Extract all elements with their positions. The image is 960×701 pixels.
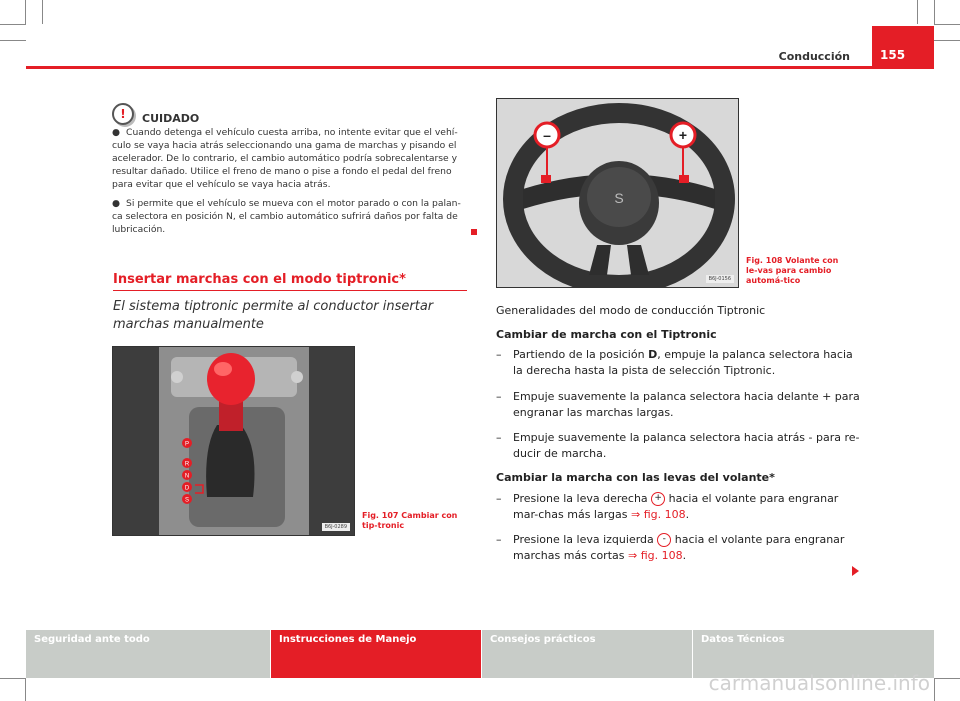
gear-label-s: S (184, 497, 190, 504)
list-text: Partiendo de la posición (513, 348, 649, 361)
crop-mark (25, 0, 26, 24)
list-text: . (685, 508, 690, 521)
crop-mark (934, 40, 960, 41)
crop-mark (934, 24, 960, 25)
watermark: carmanualsonline.info (708, 671, 930, 695)
plus-key-icon: + (651, 492, 665, 506)
section-name: Conducción (778, 50, 850, 63)
gear-label-p: P (184, 441, 190, 448)
footer-tab-tips[interactable]: Consejos prácticos (482, 630, 692, 678)
header-rule (26, 66, 934, 69)
list-item (496, 389, 862, 421)
gear-label-d: D (184, 485, 190, 492)
footer-tab-technical[interactable]: Datos Técnicos (693, 630, 934, 678)
gear-label-r: R (184, 461, 190, 468)
dash-icon: – (496, 390, 502, 403)
end-of-section-icon (471, 229, 477, 235)
page-number: 155 (872, 26, 934, 66)
dash-icon: – (496, 431, 502, 444)
minus-key-icon: - (657, 533, 671, 547)
crop-mark (42, 0, 43, 24)
warning-body (112, 126, 464, 242)
gear-selector-illustration (113, 347, 354, 535)
intro-text: Generalidades del modo de conducción Tiptronic (496, 304, 766, 317)
crop-mark (934, 678, 960, 679)
crop-mark (0, 678, 26, 679)
list-text: Presione la leva izquierda (513, 533, 658, 546)
list-text: , empuje la palanca selectora hacia la derecha hasta la pista de selección Tiptronic. (513, 348, 853, 377)
list-item (496, 347, 862, 379)
section-rule (113, 290, 467, 291)
steering-wheel-illustration (497, 99, 738, 287)
list-text: Presione la leva derecha (513, 492, 652, 505)
crop-mark (0, 24, 26, 25)
figure-108-link[interactable]: ⇒ fig. 108 (628, 549, 683, 562)
list-item (496, 491, 862, 523)
section-title: Insertar marchas con el modo tiptronic* (113, 272, 406, 287)
list-text: hacia el volante para engranar mar-chas más largas (513, 492, 839, 521)
figure-code: B6J-0156 (706, 275, 734, 283)
warning-title: CUIDADO (142, 112, 200, 125)
figure-108 (496, 98, 739, 288)
crop-mark (934, 0, 935, 24)
dash-icon: – (496, 533, 502, 546)
warning-header (112, 102, 199, 125)
list-item (496, 430, 862, 462)
subheading-paddles: Cambiar la marcha con las levas del volante* (496, 471, 775, 484)
crop-mark (917, 0, 918, 24)
footer-tab-operating[interactable]: Instrucciones de Manejo (271, 630, 481, 678)
bullet-icon: ● (112, 198, 121, 209)
figure-107 (112, 346, 355, 536)
crop-mark (934, 678, 935, 701)
minus-paddle-label: – (543, 127, 551, 143)
warning-item-text: Cuando detenga el vehículo cuesta arriba, no intente evitar que el vehí-culo se vaya hacia atrás seleccionando una gama de marchas y pisando el acelerador. De lo contrario, el cambio automático podría sobrecalentarse y resultar dañado. Utilice el freno de mano o pise a fondo el pedal del freno para evitar que el vehículo se vaya hacia atrás. (112, 127, 458, 190)
warning-item-text: Si permite que el vehículo se mueva con el motor parado o con la palan-ca selectora en posición N, el cambio automático sufrirá daños por falta de lubricación. (112, 198, 461, 235)
list-text: . (682, 549, 687, 562)
bullet-icon: ● (112, 127, 121, 138)
figure-108-caption: Fig. 108 Volante con le-vas para cambio automá-tico (746, 256, 839, 285)
figure-107-caption: Fig. 107 Cambiar con tip-tronic (362, 511, 458, 530)
figure-108-link[interactable]: ⇒ fig. 108 (631, 508, 686, 521)
dash-icon: – (496, 348, 502, 361)
warning-item (112, 197, 464, 236)
exclamation-icon: ! (112, 103, 134, 125)
dash-icon: – (496, 492, 502, 505)
footer-tab-safety[interactable]: Seguridad ante todo (26, 630, 270, 678)
list-text: hacia el volante para engranar marchas más cortas (513, 533, 845, 562)
list-text: Empuje suavemente la palanca selectora hacia atrás - para re-ducir de marcha. (513, 431, 860, 460)
plus-paddle-label: + (678, 127, 688, 143)
section-subtitle: El sistema tiptronic permite al conductor insertar marchas manualmente (113, 299, 434, 332)
list-item (496, 532, 862, 564)
svg-text:S: S (614, 190, 624, 206)
gear-d-label: D (648, 348, 658, 361)
list-text: Empuje suavemente la palanca selectora hacia delante + para engranar las marchas largas. (513, 390, 860, 419)
next-page-arrow-icon[interactable] (852, 566, 859, 576)
crop-mark (25, 678, 26, 701)
figure-code: B6J-0289 (322, 523, 350, 531)
warning-item (112, 126, 464, 191)
subheading-tiptronic: Cambiar de marcha con el Tiptronic (496, 328, 717, 341)
crop-mark (0, 40, 26, 41)
gear-label-n: N (184, 473, 190, 480)
